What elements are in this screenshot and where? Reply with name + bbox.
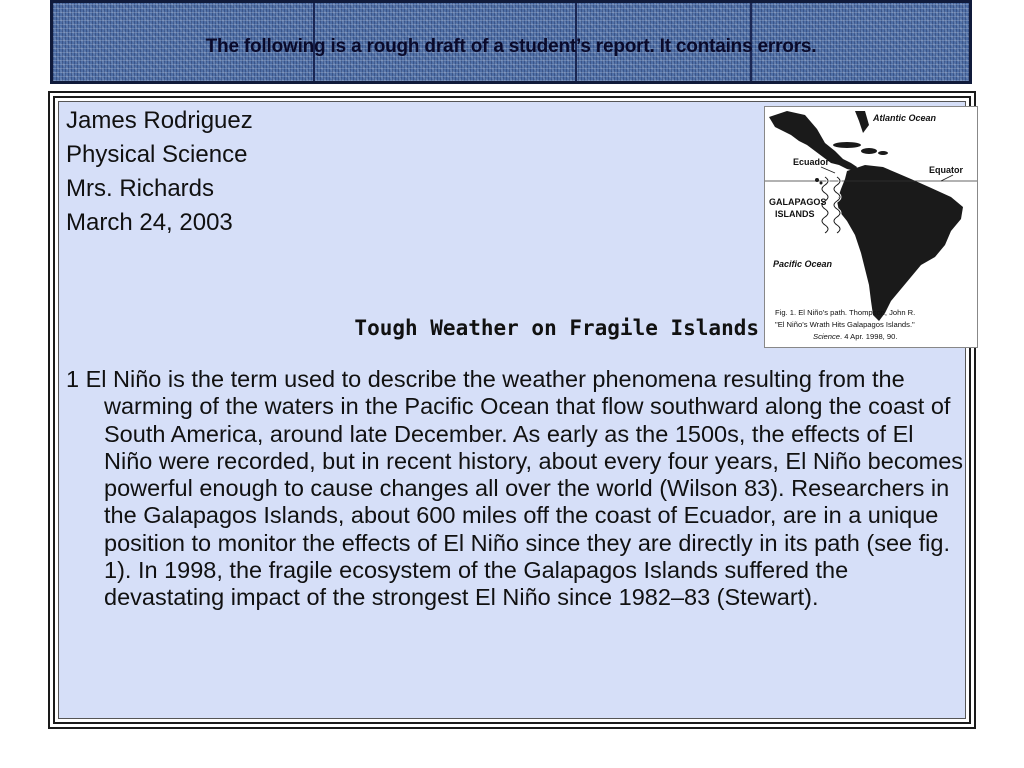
galapagos-islands-marker — [815, 178, 819, 182]
report-paragraph — [66, 366, 966, 612]
teacher-name: Mrs. Richards — [66, 175, 215, 202]
author-name: James Rodriguez — [66, 107, 253, 134]
figure-caption-line2: "El Niño’s Wrath Hits Galapagos Islands." — [775, 320, 915, 329]
caribbean-island — [861, 148, 877, 154]
header-banner — [50, 0, 972, 84]
banner-title: The following is a rough draft of a student’s report. It contains errors. — [205, 36, 817, 57]
report-frame-inner — [53, 96, 971, 724]
galapagos-label: GALAPAGOS — [769, 197, 827, 207]
report-content — [58, 101, 966, 719]
pacific-ocean-label: Pacific Ocean — [773, 259, 833, 269]
course-name: Physical Science — [66, 141, 248, 168]
paragraph-text: El Niño is the term used to describe the weather phenomena resulting from the warming of the waters in the Pacific Ocean that flow southward along the coast of South America, around late December. As early as the 1500s, the effects of El Niño were recorded, but in recent history, about every four years, El Niño becomes powerful enough to cause changes all over the world (Wilson 83). Researchers in the Galapagos Islands, about 600 miles off the coast of Ecuador, are in a unique position to monitor the effects of El Niño since they are directly in its path (see fig. 1). In 1998, the fragile ecosystem of the Galapagos Islands suffered the devastating impact of the strongest El Niño since 1982–83 (Stewart). — [85, 366, 964, 611]
paragraph-number: 1 — [66, 366, 80, 392]
report-date: March 24, 2003 — [66, 209, 233, 236]
report-heading-block — [66, 104, 253, 240]
ecuador-label: Ecuador — [793, 157, 830, 167]
figure-caption-line1: Fig. 1. El Niño’s path. Thompson, John R. — [775, 308, 916, 317]
el-nino-map-figure — [764, 106, 978, 348]
figure-caption-journal: Science — [813, 332, 841, 341]
caribbean-island — [833, 142, 861, 148]
figure-caption-citation: . 4 Apr. 1998, 90. — [840, 332, 898, 341]
galapagos-islands-marker — [820, 182, 823, 185]
figure-caption-line3 — [813, 332, 897, 341]
islands-label: ISLANDS — [775, 209, 815, 219]
report-frame — [48, 91, 976, 729]
caribbean-island — [878, 151, 888, 155]
atlantic-ocean-label: Atlantic Ocean — [873, 113, 937, 123]
south-america-map — [765, 107, 977, 347]
equator-label: Equator — [929, 165, 964, 175]
report-title: Tough Weather on Fragile Islands — [354, 316, 759, 340]
